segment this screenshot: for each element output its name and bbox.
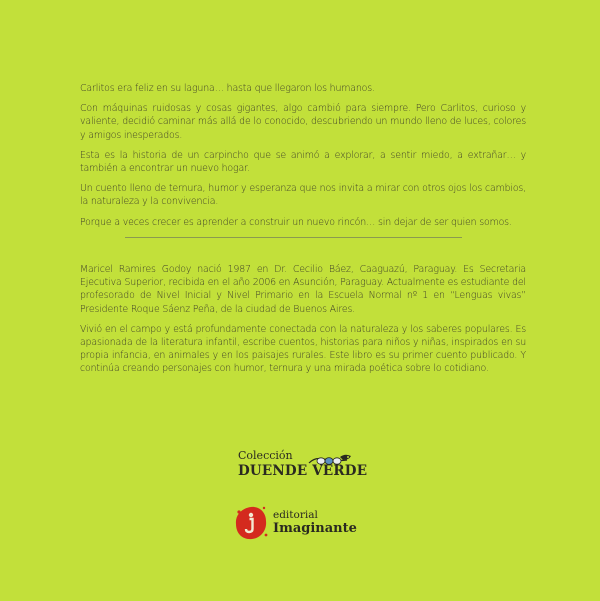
- section-divider: [125, 237, 462, 238]
- bio-paragraph: Vivió en el campo y está profundamente conectada con la naturaleza y los saberes populares. Es apasionada de la literatura infantil, escribe cuentos, historias para niños y niñas, inspirados en su propia infancia, en animales y en los paisajes rurales. Este libro es su primer cuento publicado. Y continúa creando personajes con humor, ternura y una mirada poética sobre lo cotidiano.: [80, 323, 526, 375]
- publisher-label: editorial: [273, 509, 318, 521]
- synopsis-paragraph: Esta es la historia de un carpincho que se animó a explorar, a sentir miedo, a extrañar… y también a encontrar un nuevo hogar.: [80, 149, 526, 175]
- synopsis-paragraph: Un cuento lleno de ternura, humor y esperanza que nos invita a mirar con otros ojos los cambios, la naturaleza y la convivencia.: [80, 183, 526, 208]
- synopsis-paragraph: Con máquinas ruidosas y cosas gigantes, algo cambió para siempre. Pero Carlitos, curioso y valiente, decidió caminar más allá de lo conocido, descubriendo un mundo lleno de luces, colores y amigos inesperados.: [80, 103, 526, 141]
- publisher-splash-icon: [233, 504, 269, 542]
- author-bio-section: [80, 263, 526, 383]
- synopsis-paragraph: Carlitos era feliz en su laguna… hasta que llegaron los humanos.: [80, 83, 375, 94]
- synopsis-paragraph: Porque a veces crecer es aprender a construir un nuevo rincón… sin dejar de ser quien somos.: [80, 216, 512, 228]
- publisher-logo: [233, 504, 373, 554]
- synopsis-section: [80, 82, 526, 236]
- collection-label: Colección: [238, 449, 293, 462]
- collection-logo: [233, 449, 373, 489]
- collection-name: DUENDE VERDE: [238, 463, 368, 479]
- bio-paragraph: Maricel Ramires Godoy nació 1987 en Dr. Cecilio Báez, Caaguazú, Paraguay. Es Secretaria Ejecutiva Superior, recibida en el año 2006 en Asunción, Paraguay. Actualmente es estudiante del profesorado de Nivel Inicial y Nivel Primario en la Escuela Normal nº 1 en “Lenguas vivas” Presidente Roque Sáenz Peña, de la ciudad de Buenos Aires.: [80, 264, 526, 315]
- publisher-name: Imaginante: [273, 521, 357, 536]
